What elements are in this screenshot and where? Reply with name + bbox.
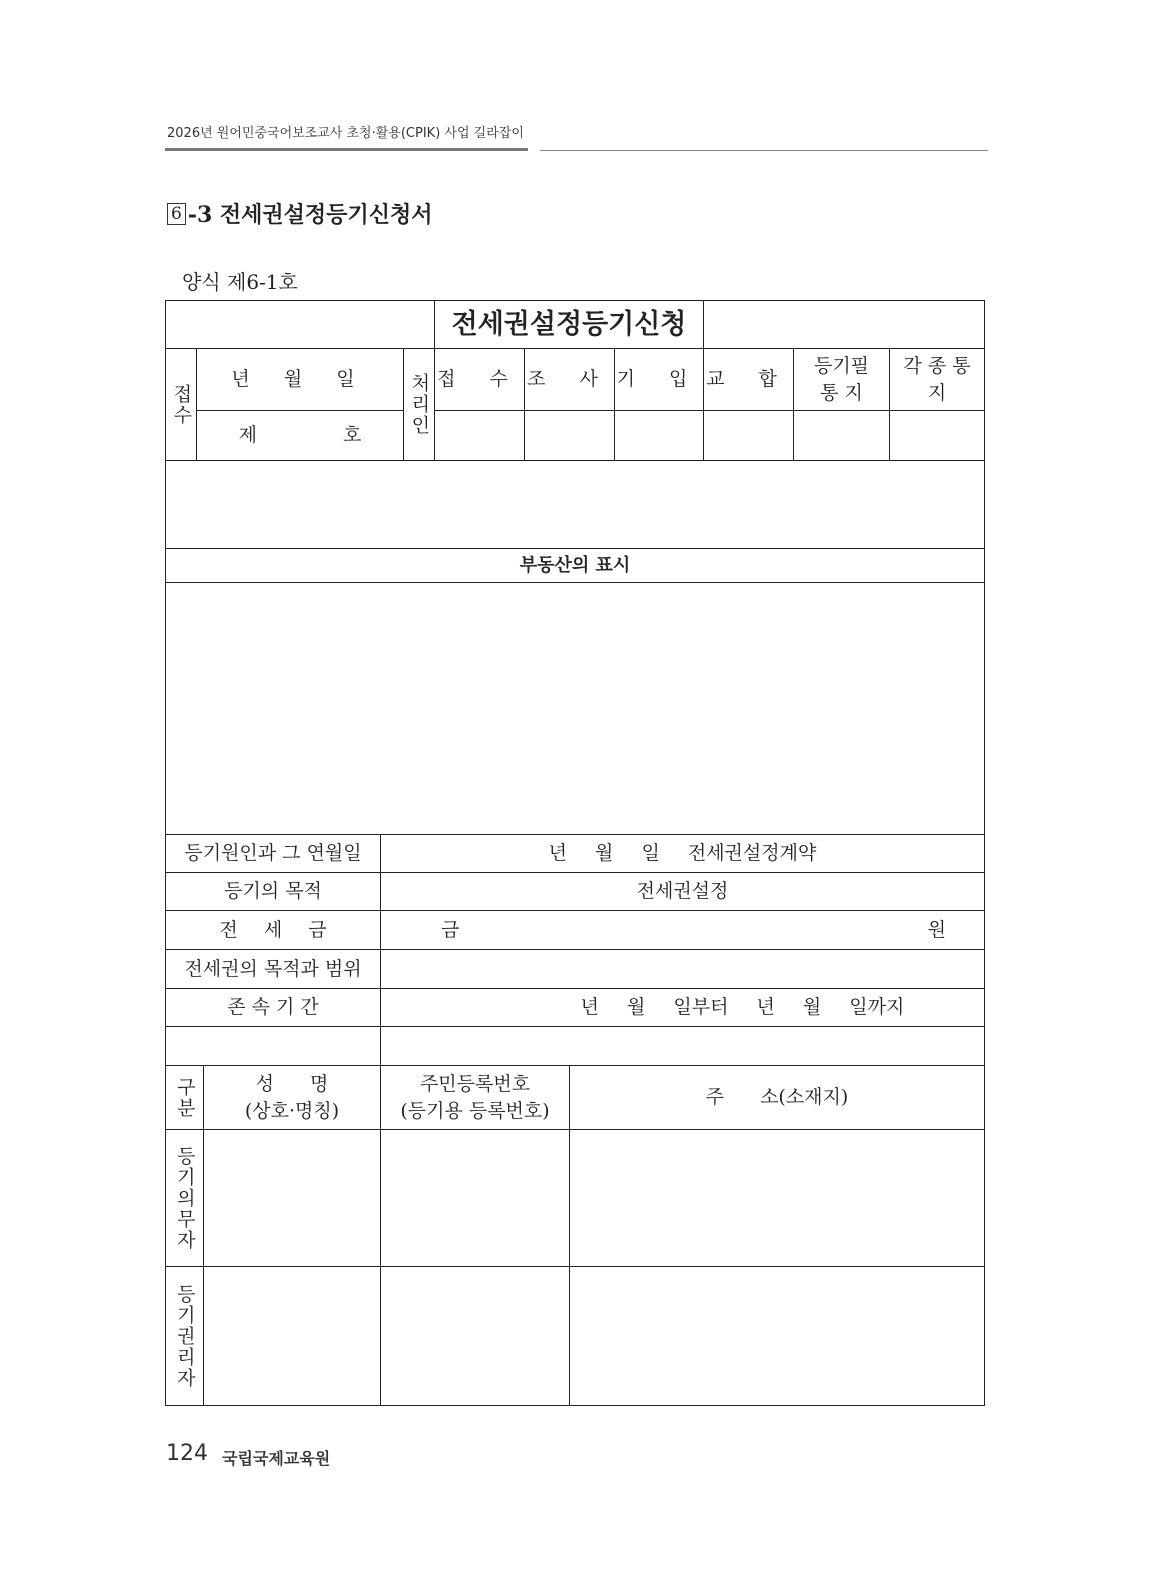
- row-label: 등기원인과 그 연월일: [165, 834, 381, 873]
- step-field[interactable]: [434, 410, 525, 461]
- party-label-obligee: 등기권리자: [165, 1266, 204, 1406]
- obligee-id-field[interactable]: [380, 1266, 570, 1406]
- step-field[interactable]: [703, 410, 794, 461]
- row-value[interactable]: 전세권설정: [380, 872, 985, 911]
- step-label: 조 사: [524, 348, 615, 411]
- step-label: 기 입: [614, 348, 704, 411]
- step-field[interactable]: [889, 410, 985, 461]
- row-label: 등기의 목적: [165, 872, 381, 911]
- blank-cell[interactable]: [380, 1026, 985, 1066]
- blank-cell: [165, 1026, 381, 1066]
- name-header: [203, 1065, 381, 1130]
- step-label: 접 수: [434, 348, 525, 411]
- page-number: 124: [166, 1441, 208, 1466]
- row-value[interactable]: 년 월 일부터 년 월 일까지: [380, 988, 985, 1027]
- step-field[interactable]: [524, 410, 615, 461]
- obligor-name-field[interactable]: [203, 1129, 381, 1267]
- name-header-sub: (상호·명칭): [244, 1099, 340, 1122]
- category-header: 구분: [165, 1065, 204, 1130]
- address-header: 주 소(소재지): [569, 1065, 985, 1130]
- row-label: 전 세 금: [165, 910, 381, 950]
- receipt-label: 접수: [165, 348, 197, 461]
- footer-org: 국립국제교육원: [222, 1449, 331, 1468]
- step-label: 등기필 통 지: [793, 348, 890, 411]
- step-label: 각 종 통 지: [889, 348, 985, 411]
- step-field[interactable]: [614, 410, 704, 461]
- id-header: [380, 1065, 570, 1130]
- row-label: 존 속 기 간: [165, 988, 381, 1027]
- id-header-sub: (등기용 등록번호): [400, 1099, 550, 1122]
- form-label: 양식 제6-1호: [182, 270, 298, 294]
- section-number-box: 6: [167, 203, 186, 225]
- processor-label: 처리인: [403, 348, 435, 461]
- section-title-text: -3 전세권설정등기신청서: [187, 202, 433, 228]
- property-field[interactable]: [165, 582, 985, 835]
- blank-cell: [703, 300, 985, 349]
- obligee-name-field[interactable]: [203, 1266, 381, 1406]
- obligor-id-field[interactable]: [380, 1129, 570, 1267]
- row-value[interactable]: 년 월 일 전세권설정계약: [380, 834, 985, 873]
- number-label: 제 호: [196, 410, 404, 461]
- obligee-address-field[interactable]: [569, 1266, 985, 1406]
- section-title: [167, 198, 432, 229]
- name-header-text: 성 명: [255, 1072, 329, 1095]
- party-label-obligor: 등기의무자: [165, 1129, 204, 1267]
- header-rule-thick: [165, 148, 528, 151]
- row-label: 전세권의 목적과 범위: [165, 949, 381, 989]
- step-label: 교 합: [703, 348, 794, 411]
- header-rule-thin: [540, 150, 988, 151]
- step-field[interactable]: [793, 410, 890, 461]
- blank-cell: [165, 300, 435, 349]
- row-value[interactable]: [380, 910, 985, 950]
- running-header: 2026년 원어민중국어보조교사 초청·활용(CPIK) 사업 길라잡이: [167, 126, 524, 141]
- row-value[interactable]: [380, 949, 985, 989]
- form-title: 전세권설정등기신청: [434, 300, 704, 349]
- date-label: 년 월 일: [196, 348, 404, 411]
- blank-area[interactable]: [165, 460, 985, 549]
- obligor-address-field[interactable]: [569, 1129, 985, 1267]
- id-header-text: 주민등록번호: [419, 1072, 531, 1095]
- amount-prefix: 금: [441, 918, 460, 941]
- property-header: 부동산의 표시: [165, 548, 985, 583]
- amount-suffix: 원: [927, 918, 946, 941]
